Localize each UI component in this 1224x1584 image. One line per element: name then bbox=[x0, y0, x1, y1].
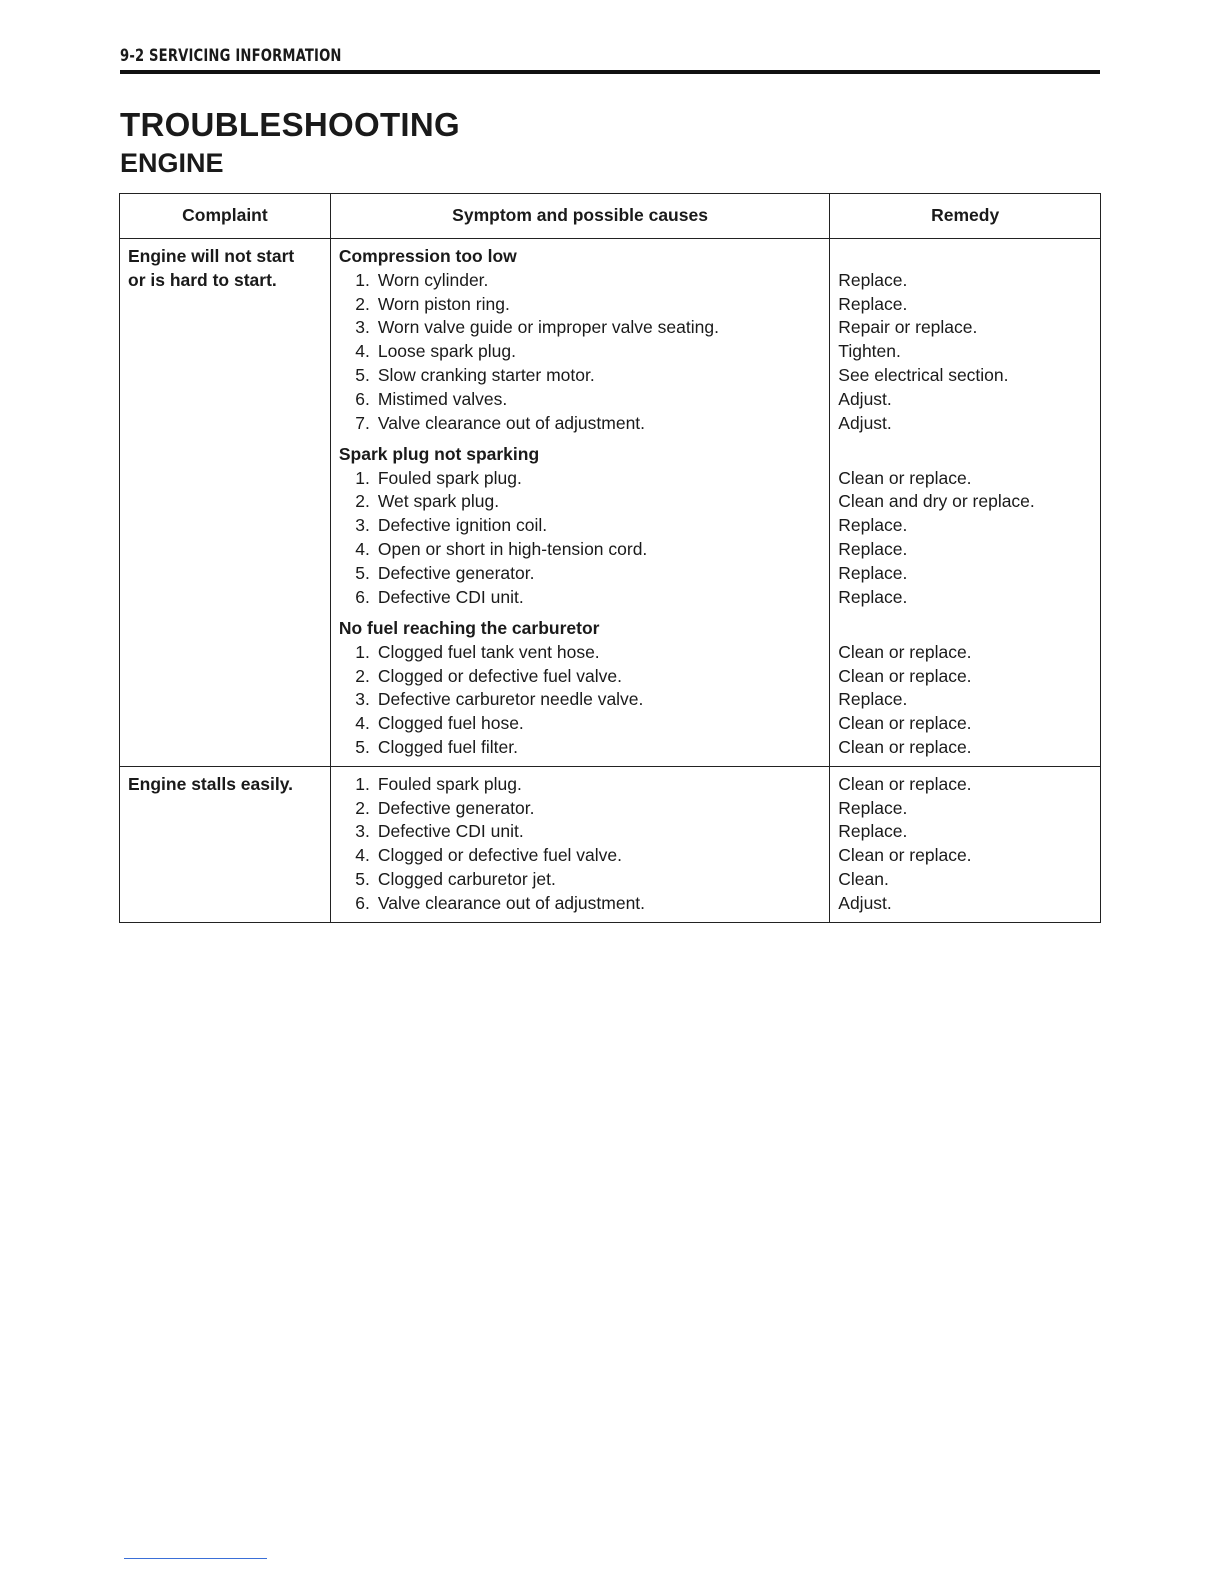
cause-text: Defective CDI unit. bbox=[377, 586, 524, 607]
cause-number: 6. bbox=[355, 586, 370, 607]
cause-number: 1. bbox=[355, 641, 370, 662]
remedy-cell bbox=[830, 766, 1101, 922]
cause-item bbox=[339, 316, 821, 340]
header-remedy: Remedy bbox=[830, 194, 1101, 239]
table-row bbox=[120, 239, 1101, 767]
cause-item bbox=[339, 868, 821, 892]
cause-number: 1. bbox=[355, 467, 370, 488]
table-row bbox=[120, 766, 1101, 922]
cause-text: Valve clearance out of adjustment. bbox=[377, 892, 646, 913]
cause-item bbox=[339, 412, 821, 436]
cause-number: 3. bbox=[355, 515, 370, 536]
cause-item bbox=[339, 844, 821, 868]
cause-item bbox=[339, 797, 821, 821]
cause-number: 3. bbox=[355, 821, 370, 842]
cause-group-heading: Spark plug not sparking bbox=[338, 443, 540, 464]
remedy-text: Replace. bbox=[838, 689, 908, 710]
remedy-text: Repair or replace. bbox=[838, 317, 978, 338]
cause-number: 5. bbox=[355, 562, 370, 583]
cause-text: Wet spark plug. bbox=[377, 491, 500, 512]
cause-text: Defective CDI unit. bbox=[377, 821, 524, 842]
remedy-text: Clean or replace. bbox=[838, 773, 972, 794]
cause-item bbox=[339, 892, 821, 916]
cause-text: Clogged or defective fuel valve. bbox=[377, 845, 623, 866]
page-header: 9-2 SERVICING INFORMATION bbox=[120, 46, 342, 66]
cause-text: Defective generator. bbox=[377, 797, 535, 818]
remedy-text: Replace. bbox=[838, 269, 908, 290]
cause-number: 2. bbox=[355, 491, 370, 512]
cause-text: Defective ignition coil. bbox=[377, 515, 548, 536]
remedy-text: Adjust. bbox=[838, 412, 892, 433]
cause-number: 2. bbox=[355, 797, 370, 818]
cause-number: 5. bbox=[355, 364, 370, 385]
cause-number: 3. bbox=[355, 317, 370, 338]
remedy-text: Replace. bbox=[838, 562, 908, 583]
cause-item bbox=[339, 641, 821, 665]
cause-number: 6. bbox=[355, 388, 370, 409]
complaint-cell bbox=[120, 766, 331, 922]
cause-item bbox=[339, 688, 821, 712]
cause-number: 1. bbox=[355, 269, 370, 290]
remedy-text: Replace. bbox=[838, 821, 908, 842]
page-title: TROUBLESHOOTING bbox=[120, 106, 460, 143]
cause-number: 6. bbox=[355, 892, 370, 913]
cause-item bbox=[339, 293, 821, 317]
cause-item bbox=[339, 712, 821, 736]
cause-number: 2. bbox=[355, 665, 370, 686]
cause-number: 4. bbox=[355, 341, 370, 362]
remedy-text: Clean or replace. bbox=[838, 665, 972, 686]
symptom-cell bbox=[330, 239, 829, 767]
cause-text: Clogged fuel filter. bbox=[377, 736, 518, 757]
remedy-text: Clean or replace. bbox=[838, 713, 972, 734]
cause-text: Clogged or defective fuel valve. bbox=[377, 665, 623, 686]
cause-item bbox=[339, 269, 821, 293]
remedy-text: Adjust. bbox=[838, 388, 892, 409]
troubleshooting-table bbox=[119, 193, 1101, 923]
header-symptom: Symptom and possible causes bbox=[330, 194, 829, 239]
cause-item bbox=[339, 340, 821, 364]
complaint-text: or is hard to start. bbox=[128, 269, 277, 290]
cause-group-heading: No fuel reaching the carburetor bbox=[338, 617, 600, 638]
complaint-cell bbox=[120, 239, 331, 767]
complaint-text: Engine will not start bbox=[128, 246, 295, 266]
remedy-text: Replace. bbox=[838, 586, 908, 607]
cause-text: Slow cranking starter motor. bbox=[377, 364, 595, 385]
remedy-text: Adjust. bbox=[838, 892, 892, 913]
cause-item bbox=[339, 665, 821, 689]
cause-text: Fouled spark plug. bbox=[377, 773, 522, 794]
complaint-text: Engine stalls easily. bbox=[128, 773, 294, 794]
cause-number: 4. bbox=[355, 713, 370, 734]
cause-text: Fouled spark plug. bbox=[377, 467, 522, 488]
remedy-text: Clean and dry or replace. bbox=[838, 491, 1035, 512]
remedy-text: Tighten. bbox=[838, 341, 901, 362]
cause-item bbox=[339, 467, 821, 491]
cause-text: Valve clearance out of adjustment. bbox=[377, 412, 646, 433]
cause-item bbox=[339, 586, 821, 610]
cause-item bbox=[339, 538, 821, 562]
cause-number: 3. bbox=[355, 689, 370, 710]
cause-text: Worn valve guide or improper valve seating. bbox=[377, 317, 719, 338]
cause-item bbox=[339, 514, 821, 538]
cause-item bbox=[339, 364, 821, 388]
cause-item bbox=[339, 820, 821, 844]
cause-number: 5. bbox=[355, 736, 370, 757]
cause-item bbox=[339, 388, 821, 412]
cause-text: Clogged fuel hose. bbox=[377, 713, 524, 734]
section-title: ENGINE bbox=[120, 148, 224, 178]
cause-text: Defective generator. bbox=[377, 562, 535, 583]
cause-item bbox=[339, 773, 821, 797]
remedy-text: Replace. bbox=[838, 797, 908, 818]
cause-text: Open or short in high-tension cord. bbox=[377, 539, 648, 560]
cause-text: Loose spark plug. bbox=[377, 341, 516, 362]
table-header-row bbox=[120, 194, 1101, 239]
cause-text: Clogged fuel tank vent hose. bbox=[377, 641, 600, 662]
table-body bbox=[120, 239, 1101, 923]
cause-text: Clogged carburetor jet. bbox=[377, 868, 556, 889]
cause-number: 4. bbox=[355, 845, 370, 866]
footer-line bbox=[124, 1558, 267, 1559]
cause-item bbox=[339, 490, 821, 514]
cause-item bbox=[339, 736, 821, 760]
header-rule bbox=[120, 70, 1100, 74]
remedy-text: Clean. bbox=[838, 868, 889, 889]
cause-number: 7. bbox=[355, 412, 370, 433]
cause-number: 5. bbox=[355, 868, 370, 889]
cause-text: Worn piston ring. bbox=[377, 293, 510, 314]
remedy-text: Clean or replace. bbox=[838, 641, 972, 662]
remedy-text: Clean or replace. bbox=[838, 845, 972, 866]
cause-text: Mistimed valves. bbox=[377, 388, 508, 409]
remedy-text: Clean or replace. bbox=[838, 467, 972, 488]
cause-item bbox=[339, 562, 821, 586]
remedy-text: Clean or replace. bbox=[838, 736, 972, 757]
cause-number: 4. bbox=[355, 539, 370, 560]
remedy-text: Replace. bbox=[838, 539, 908, 560]
remedy-text: Replace. bbox=[838, 515, 908, 536]
remedy-text: Replace. bbox=[838, 293, 908, 314]
cause-number: 2. bbox=[355, 293, 370, 314]
cause-text: Defective carburetor needle valve. bbox=[377, 689, 644, 710]
cause-group-heading: Compression too low bbox=[338, 246, 517, 266]
cause-number: 1. bbox=[355, 773, 370, 794]
remedy-text: See electrical section. bbox=[838, 364, 1009, 385]
remedy-cell bbox=[830, 239, 1101, 767]
symptom-cell bbox=[330, 766, 829, 922]
cause-text: Worn cylinder. bbox=[377, 269, 489, 290]
header-complaint: Complaint bbox=[120, 194, 331, 239]
